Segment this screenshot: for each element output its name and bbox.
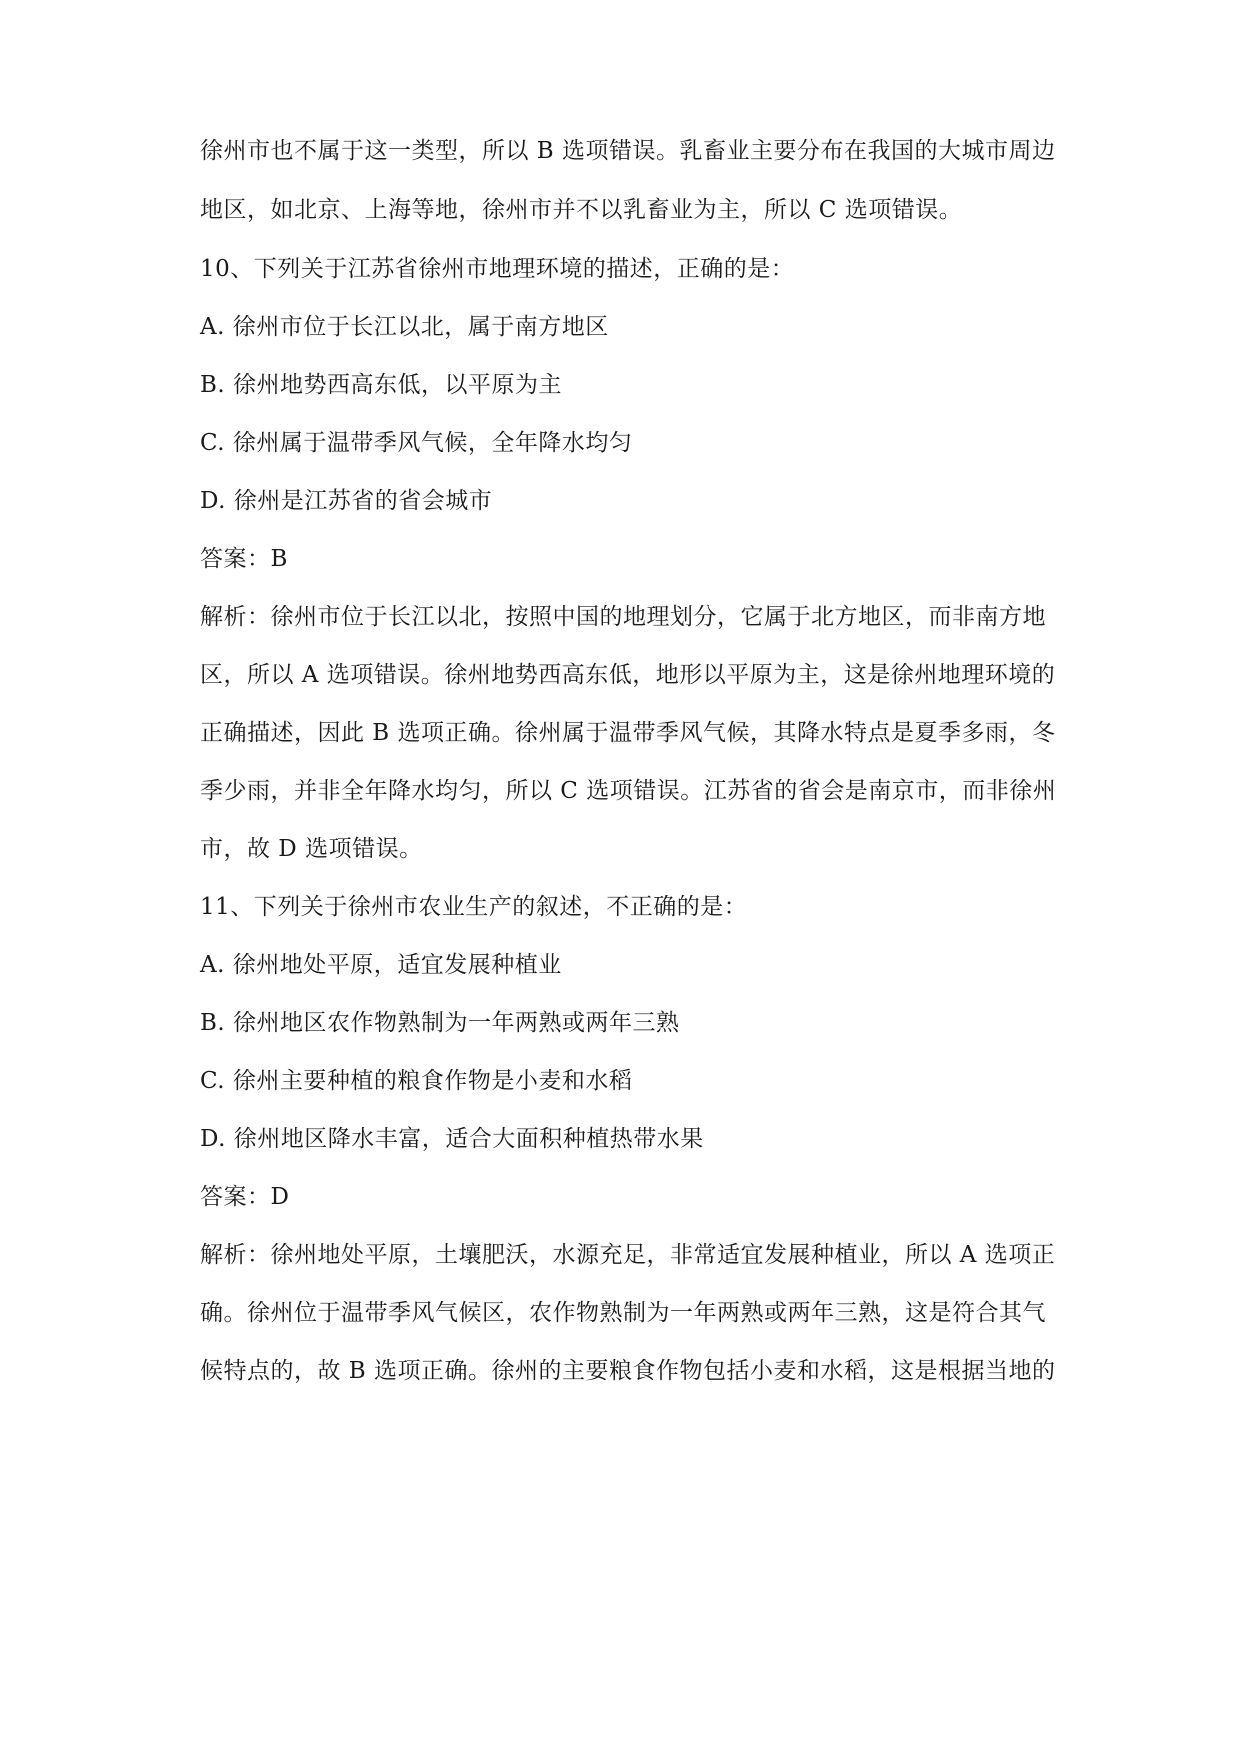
question-11-option-d: D. 徐州地区降水丰富，适合大面积种植热带水果 xyxy=(200,1126,704,1152)
question-11-stem: 11、下列关于徐州市农业生产的叙述，不正确的是： xyxy=(200,894,748,920)
question-10-analysis-line: 市，故 D 选项错误。 xyxy=(200,836,423,862)
question-11-analysis-line: 确。徐州位于温带季风气候区，农作物熟制为一年两熟或两年三熟，这是符合其气 xyxy=(200,1300,1046,1326)
question-11-option-b: B. 徐州地区农作物熟制为一年两熟或两年三熟 xyxy=(200,1010,680,1036)
question-10-option-d: D. 徐州是江苏省的省会城市 xyxy=(200,488,493,514)
question-11-analysis-line: 解析：徐州地处平原，土壤肥沃，水源充足，非常适宜发展种植业，所以 A 选项正 xyxy=(200,1242,1056,1268)
question-10-option-b: B. 徐州地势西高东低，以平原为主 xyxy=(200,372,563,398)
question-10-option-c: C. 徐州属于温带季风气候，全年降水均匀 xyxy=(200,430,633,456)
question-10-answer: 答案：B xyxy=(200,546,288,572)
question-11-analysis-line: 候特点的，故 B 选项正确。徐州的主要粮食作物包括小麦和水稻，这是根据当地的 xyxy=(200,1358,1056,1384)
question-10-analysis-line: 季少雨，并非全年降水均匀，所以 C 选项错误。江苏省的省会是南京市，而非徐州 xyxy=(200,778,1057,804)
question-10-analysis-line: 正确描述，因此 B 选项正确。徐州属于温带季风气候，其降水特点是夏季多雨，冬 xyxy=(200,720,1056,746)
paragraph-line: 地区，如北京、上海等地，徐州市并不以乳畜业为主，所以 C 选项错误。 xyxy=(200,197,963,223)
question-11-option-c: C. 徐州主要种植的粮食作物是小麦和水稻 xyxy=(200,1068,633,1094)
question-10-stem: 10、下列关于江苏省徐州市地理环境的描述，正确的是： xyxy=(200,256,795,282)
question-10-analysis-line: 区，所以 A 选项错误。徐州地势西高东低，地形以平原为主，这是徐州地理环境的 xyxy=(200,662,1056,688)
paragraph-line: 徐州市也不属于这一类型，所以 B 选项错误。乳畜业主要分布在我国的大城市周边 xyxy=(200,138,1056,164)
question-10-option-a: A. 徐州市位于长江以北，属于南方地区 xyxy=(200,314,609,340)
question-10-analysis-line: 解析：徐州市位于长江以北，按照中国的地理划分，它属于北方地区，而非南方地 xyxy=(200,604,1046,630)
question-11-answer: 答案：D xyxy=(200,1184,290,1210)
question-11-option-a: A. 徐州地处平原，适宜发展种植业 xyxy=(200,952,562,978)
